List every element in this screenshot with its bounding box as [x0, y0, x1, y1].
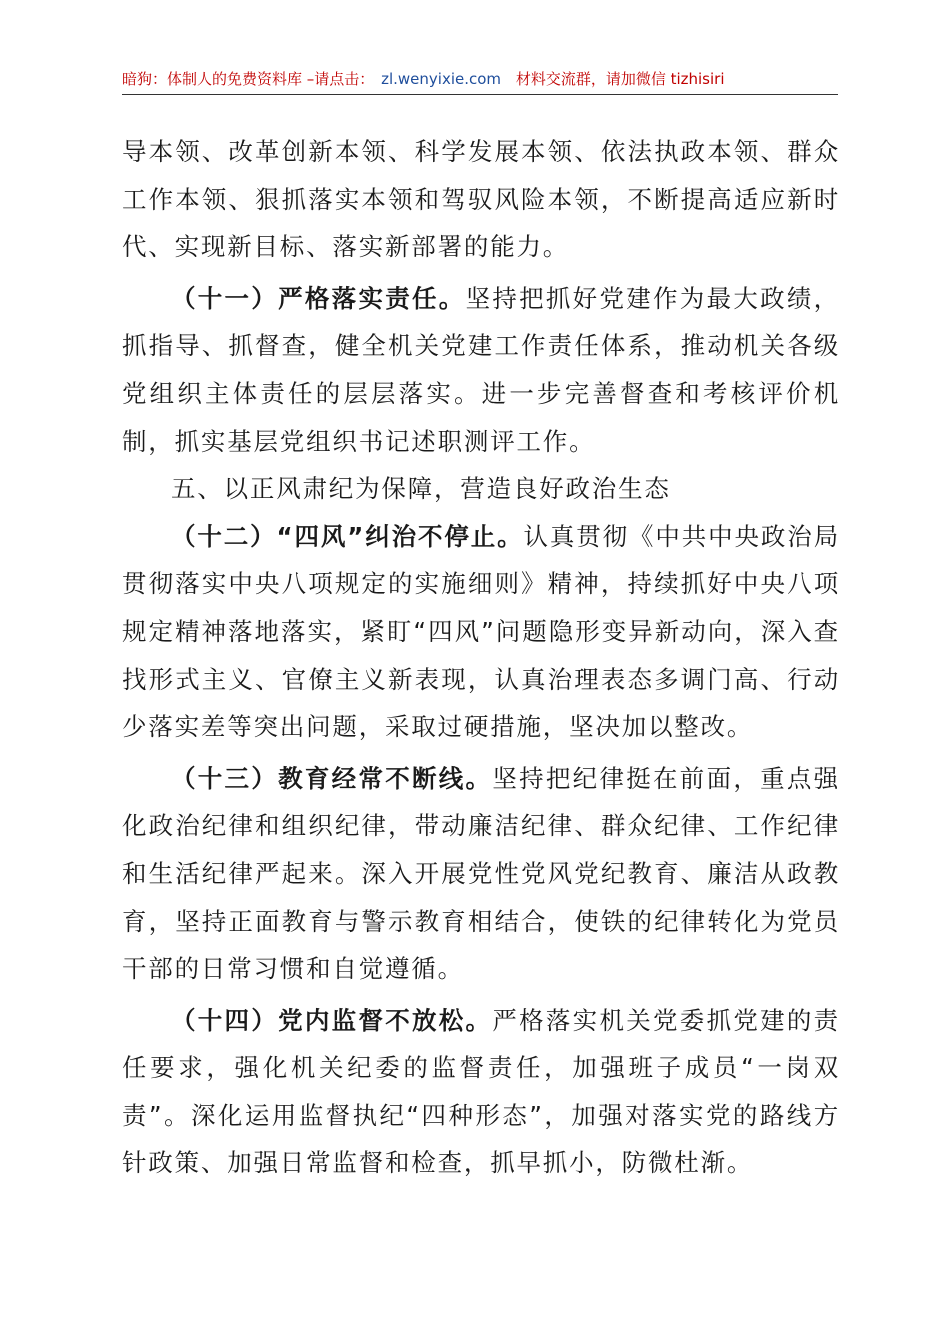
section-heading [122, 465, 840, 513]
paragraph-text: 认真贯彻《中共中央政治局贯彻落实中央八项规定的实施细则》精神，持续抓好中央八项规定精神落地落实，紧盯“四风”问题隐形变异新动向，深入查找形式主义、官僚主义新表现，认真治理表态多调门高、行动少落实差等突出问题，采取过硬措施，坚决加以整改。 [122, 521, 840, 742]
paragraph-text: 坚持把纪律挺在前面，重点强化政治纪律和组织纪律，带动廉洁纪律、群众纪律、工作纪律和生活纪律严起来。深入开展党性党风党纪教育、廉洁从政教育，坚持正面教育与警示教育相结合，使铁的纪律转化为党员干部的日常习惯和自觉遵循。 [122, 763, 840, 984]
paragraph-14 [122, 997, 840, 1187]
paragraph-lead: （十四）党内监督不放松。 [171, 1005, 493, 1035]
header-divider [122, 94, 838, 95]
paragraph-12 [122, 513, 840, 751]
header-brand: 暗狗：体制人的免费资料库 [122, 70, 303, 88]
header-note: 材料交流群，请加微信 tizhisiri [515, 70, 725, 88]
document-body [122, 128, 840, 1187]
paragraph-13 [122, 755, 840, 993]
paragraph-lead: （十三）教育经常不断线。 [171, 763, 493, 793]
page-header [122, 68, 838, 92]
paragraph-text: 导本领、改革创新本领、科学发展本领、依法执政本领、群众工作本领、狠抓落实本领和驾驭风险本领，不断提高适应新时代、实现新目标、落实新部署的能力。 [122, 137, 840, 262]
paragraph-text: 严格落实机关党委抓党建的责任要求，强化机关纪委的监督责任，加强班子成员“一岗双责”。深化运用监督执纪“四种形态”，加强对落实党的路线方针政策、加强日常监督和检查，抓早抓小，防微杜渐。 [122, 1005, 840, 1178]
paragraph-11 [122, 275, 840, 465]
header-link[interactable]: zl.wenyixie.com [381, 70, 502, 88]
paragraph-lead: （十一）严格落实责任。 [171, 283, 466, 313]
section-heading-text: 五、以正风肃纪为保障，营造良好政治生态 [171, 474, 671, 504]
paragraph-text: 坚持把抓好党建作为最大政绩，抓指导、抓督查，健全机关党建工作责任体系，推动机关各级党组织主体责任的层层落实。进一步完善督查和考核评价机制，抓实基层党组织书记述职测评工作。 [122, 283, 840, 456]
header-prompt: –请点击： [306, 70, 375, 88]
paragraph-lead: （十二）“四风”纠治不停止。 [171, 521, 524, 551]
paragraph-continued [122, 128, 840, 271]
